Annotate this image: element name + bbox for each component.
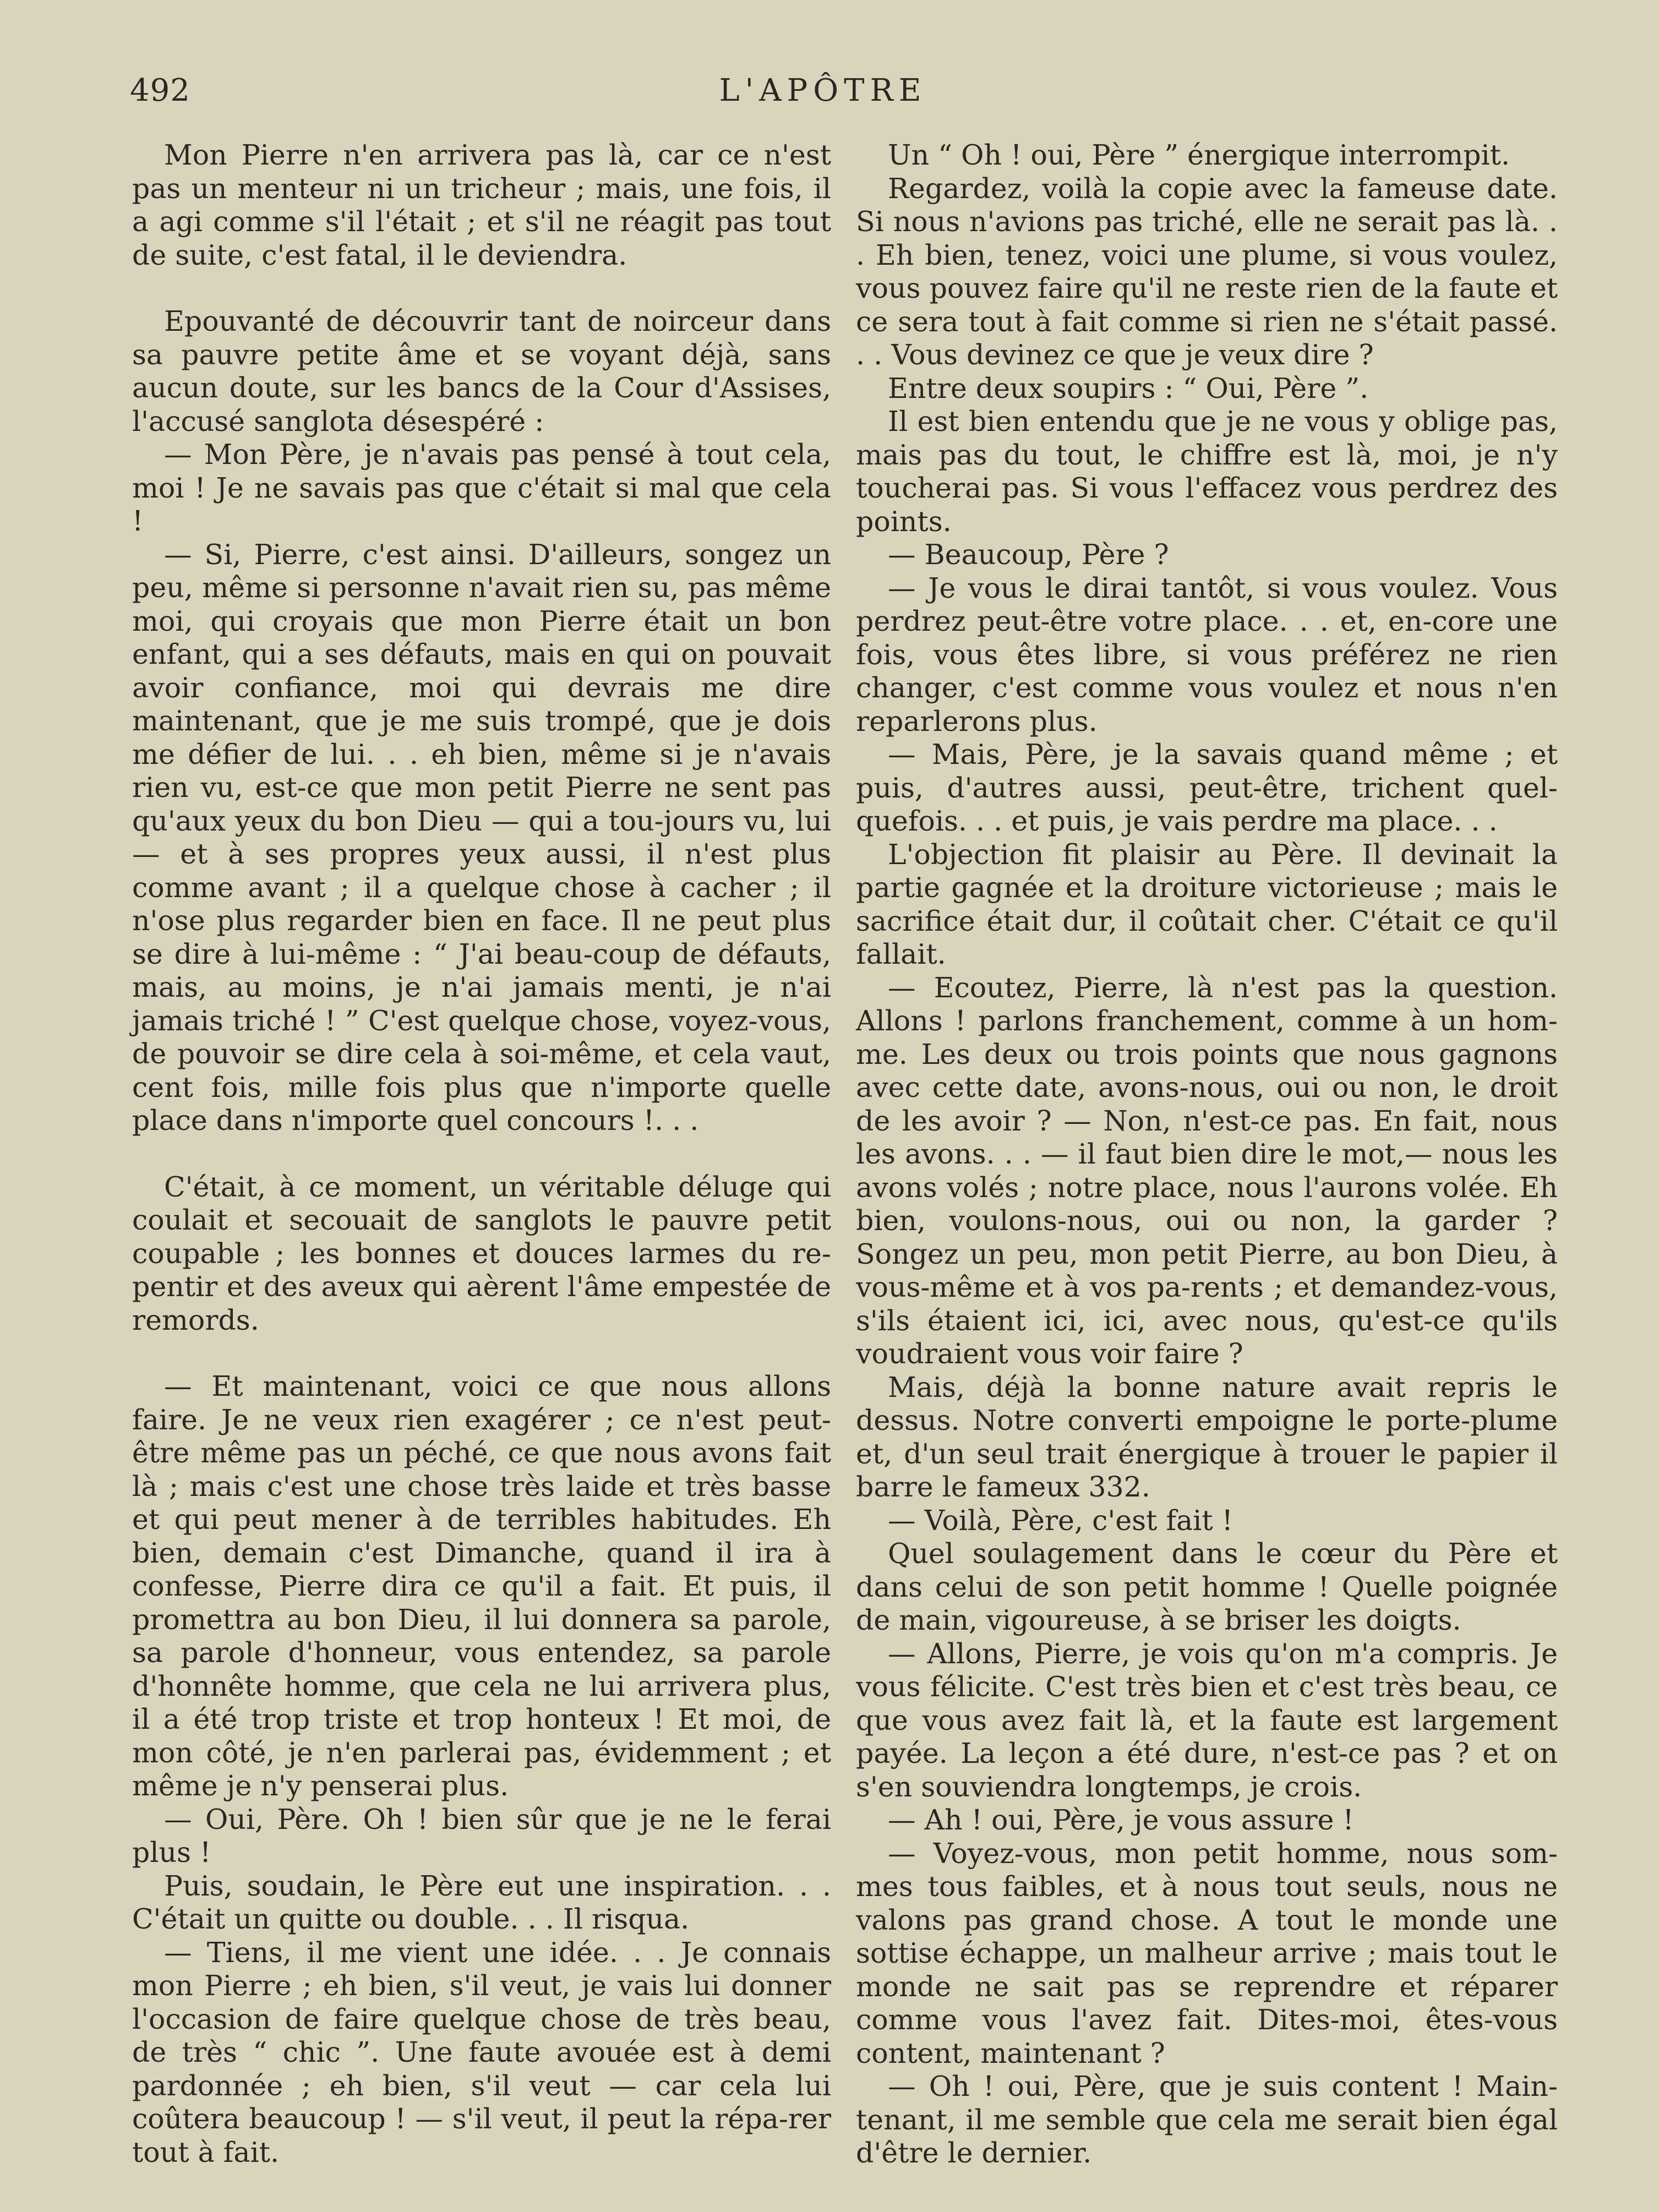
paragraph: C'était, à ce moment, un véritable déluge qui coulait et secouait de sanglots le pauvre petit coupable ; les bonnes et douces larmes du re-pentir et des aveux qui aèrent l'âme empestée de remords. (132, 1170, 831, 1336)
paragraph: — Voilà, Père, c'est fait ! (888, 1504, 1233, 1537)
paragraph: — Voyez-vous, mon petit homme, nous som-mes tous faibles, et à nous tout seuls, nous ne valons pas grand chose. A tout le monde une sottise échappe, un malheur arrive ; mais tout le monde ne sait pas se reprendre et réparer comme vous l'avez fait. Dites-moi, êtes-vous content, maintenant ? (856, 1837, 1558, 2069)
paragraph: L'objection fit plaisir au Père. Il devinait la partie gagnée et la droiture victorieuse ; mais le sacrifice était dur, il coûtait cher. C'était ce qu'il fallait. (856, 838, 1558, 970)
paragraph: — Mais, Père, je la savais quand même ; et puis, d'autres aussi, peut-être, trichent quel-quefois. . . et puis, je vais perdre ma place. . . (856, 738, 1558, 837)
paragraph: — Ecoutez, Pierre, là n'est pas la question. Allons ! parlons franchement, comme à un hom-me. Les deux ou trois points que nous gagnons avec cette date, avons-nous, oui ou non, le droit de les avoir ? — Non, n'est-ce pas. En fait, nous les avons. . . — il faut bien dire le mot,— nous les avons volés ; notre place, nous l'aurons volée. Eh bien, voulons-nous, oui ou non, la garder ? Songez un peu, mon petit Pierre, au bon Dieu, à vous-même et à vos pa-rents ; et demandez-vous, s'ils étaient ici, ici, avec nous, qu'est-ce qu'ils voudraient vous voir faire ? (856, 971, 1558, 1370)
paragraph: — Et maintenant, voici ce que nous allons faire. Je ne veux rien exagérer ; ce n'est peut-être même pas un péché, ce que nous avons fait là ; mais c'est une chose très laide et très basse et qui peut mener à de terribles habitudes. Eh bien, demain c'est Dimanche, quand il ira à confesse, Pierre dira ce qu'il a fait. Et puis, il promettra au bon Dieu, il lui donnera sa parole, sa parole d'honneur, vous entendez, sa parole d'honnête homme, que cela ne lui arrivera plus, il a été trop triste et trop honteux ! Et moi, de mon côté, je n'en parlerai pas, évidemment ; et même je n'y penserai plus. (132, 1370, 831, 1802)
paragraph: — Oh ! oui, Père, que je suis content ! Main-tenant, il me semble que cela me serait bien égal d'être le dernier. (856, 2070, 1558, 2169)
paragraph: — Beaucoup, Père ? (888, 538, 1169, 571)
page-number: 492 (130, 73, 190, 108)
paragraph: Epouvanté de découvrir tant de noirceur dans sa pauvre petite âme et se voyant déjà, sans aucun doute, sur les bancs de la Cour d'Assises, l'accusé sanglota désespéré : (132, 305, 831, 438)
paragraph: Il est bien entendu que je ne vous y oblige pas, mais pas du tout, le chiffre est là, moi, je n'y toucherai pas. Si vous l'effacez vous perdrez des points. (856, 405, 1558, 538)
paragraph: — Je vous le dirai tantôt, si vous voulez. Vous perdrez peut-être votre place. . . et, en-core une fois, vous êtes libre, si vous préférez ne rien changer, c'est comme vous voulez et nous n'en reparlerons plus. (856, 571, 1558, 738)
paragraph: — Oui, Père. Oh ! bien sûr que je ne le ferai plus ! (132, 1803, 831, 1869)
paragraph: — Tiens, il me vient une idée. . . Je connais mon Pierre ; eh bien, s'il veut, je vais lui donner l'occasion de faire quelque chose de très beau, de très “ chic ”. Une faute avouée est à demi pardonnée ; eh bien, s'il veut — car cela lui coûtera beaucoup ! — s'il veut, il peut la répa-rer tout à fait. (132, 1936, 831, 2169)
paragraph: Puis, soudain, le Père eut une inspiration. . . C'était un quitte ou double. . . Il risqua. (132, 1869, 831, 1935)
left-column (132, 139, 831, 2169)
paragraph: Entre deux soupirs : “ Oui, Père ”. (888, 372, 1369, 405)
paragraph: Regardez, voilà la copie avec la fameuse date. Si nous n'avions pas triché, elle ne serait pas là. . . Eh bien, tenez, voici une plume, si vous voulez, vous pouvez faire qu'il ne reste rien de la faute et ce sera tout à fait comme si rien ne s'était passé. . . Vous devinez ce que je veux dire ? (856, 172, 1558, 371)
paragraph: Un “ Oh ! oui, Père ” énergique interrompit. (888, 139, 1510, 171)
paragraph: — Mon Père, je n'avais pas pensé à tout cela, moi ! Je ne savais pas que c'était si mal que cela ! (132, 438, 831, 537)
right-column (856, 139, 1558, 2169)
paragraph: Mon Pierre n'en arrivera pas là, car ce n'est pas un menteur ni un tricheur ; mais, une fois, il a agi comme s'il l'était ; et s'il ne réagit pas tout de suite, c'est fatal, il le deviendra. (132, 139, 831, 271)
paragraph: Mais, déjà la bonne nature avait repris le dessus. Notre converti empoigne le porte-plume et, d'un seul trait énergique à trouer le papier il barre le fameux 332. (856, 1370, 1558, 1503)
paragraph: — Allons, Pierre, je vois qu'on m'a compris. Je vous félicite. C'est très bien et c'est très beau, ce que vous avez fait là, et la faute est largement payée. La leçon a été dure, n'est-ce pas ? et on s'en souviendra longtemps, je crois. (856, 1637, 1558, 1803)
paragraph: — Ah ! oui, Père, je vous assure ! (888, 1804, 1354, 1836)
page-header (127, 66, 1519, 110)
paragraph: — Si, Pierre, c'est ainsi. D'ailleurs, songez un peu, même si personne n'avait rien su, pas même moi, qui croyais que mon Pierre était un bon enfant, qui a ses défauts, mais en qui on pouvait avoir confiance, moi qui devrais me dire maintenant, que je me suis trompé, que je dois me défier de lui. . . eh bien, même si je n'avais rien vu, est-ce que mon petit Pierre ne sent pas qu'aux yeux du bon Dieu — qui a tou-jours vu, lui — et à ses propres yeux aussi, il n'est plus comme avant ; il a quelque chose à cacher ; il n'ose plus regarder bien en face. Il ne peut plus se dire à lui-même : “ J'ai beau-coup de défauts, mais, au moins, je n'ai jamais menti, je n'ai jamais triché ! ” C'est quelque chose, voyez-vous, de pouvoir se dire cela à soi-même, et cela vaut, cent fois, mille fois plus que n'importe quelle place dans n'importe quel concours !. . . (132, 538, 831, 1137)
paragraph: Quel soulagement dans le cœur du Père et dans celui de son petit homme ! Quelle poignée de main, vigoureuse, à se briser les doigts. (856, 1537, 1558, 1636)
running-title: L'APÔTRE (719, 73, 927, 108)
